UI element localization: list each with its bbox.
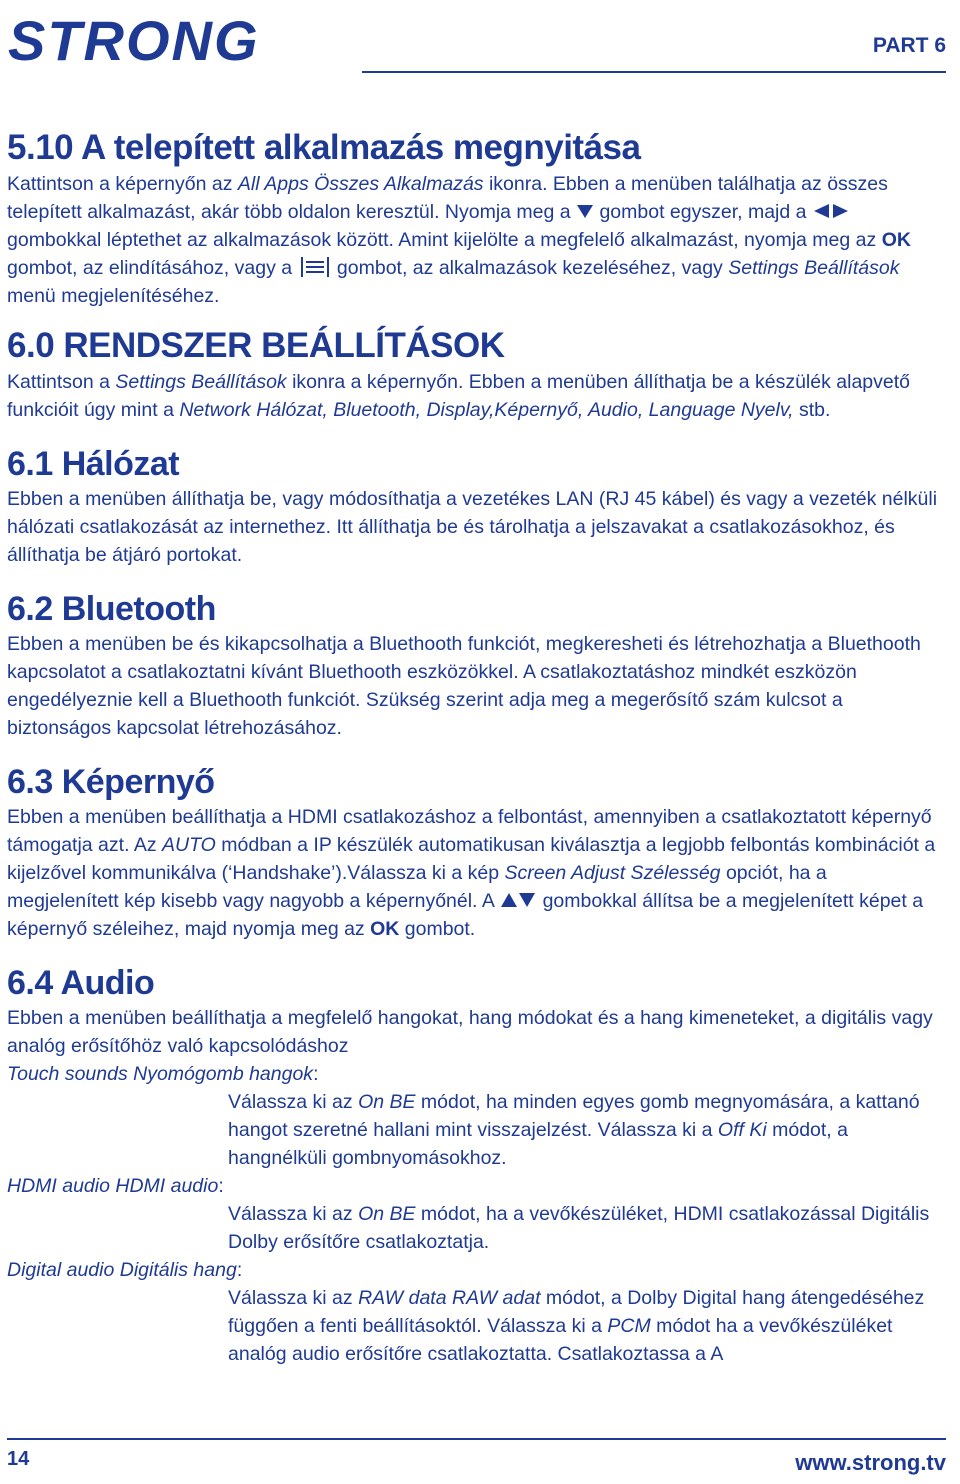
header-rule — [362, 71, 946, 73]
section-6-3-text: Ebben a menüben beállíthatja a HDMI csatlakozáshoz a felbontást, amennyiben a csatlakoztatott képernyő támogatja azt. Az AUTO módban a IP készülék automatikusan kiválasztja a legjobb felbontás kombinációt a kijelzővel kommunikálva (‘Handshake’).Válassza ki a kép Screen Adjust Szélesség opciót, ha a megjelenített kép kisebb vagy nagyobb a képernyőnél. A gombokkal állítsa be a megjelenített képet a képernyő széleihez, majd nyomja meg az OK gombot. — [7, 806, 936, 940]
page-number: 14 — [7, 1448, 30, 1470]
hdmi-audio-label: HDMI audio HDMI audio: — [7, 1175, 224, 1197]
section-6-1-text: Ebben a menüben állíthatja be, vagy módosíthatja a vezetékes LAN (RJ 45 kábel) és vagy a vezeték nélküli hálózati csatlakozását az internethez. Itt állíthatja be és tárolhatja a jelszavakat a csatlakozásokhoz, és állíthatja be átjáró portokat. — [7, 488, 938, 566]
hdmi-audio-desc: Válassza ki az On BE módot, ha a vevőkészüléket, HDMI csatlakozással Digitális Dolby erősítőre csatlakoztatja. — [228, 1203, 930, 1253]
section-6-1-title: 6.1 Hálózat — [7, 445, 180, 483]
touch-sounds-desc: Válassza ki az On BE módot, ha minden egyes gomb megnyomására, a kattanó hangot szeretné hallani mint visszajelzést. Válassza ki a Off Ki módot, a hangnélküli gombnyomásokhoz. — [228, 1091, 920, 1169]
logo-text: STRONG — [8, 9, 260, 68]
strong-logo — [6, 8, 310, 68]
part-label: PART 6 — [872, 34, 946, 57]
section-6-0-text: Kattintson a Settings Beállítások ikonra a képernyőn. Ebben a menüben állíthatja be a készülék alapvető funkcióit úgy mint a Network Hálózat, Bluetooth, Display,Képernyő, Audio, Language Nyelv, stb. — [7, 371, 911, 421]
triangle-down-icon — [576, 204, 594, 219]
section-5-10-title: 5.10 A telepített alkalmazás megnyitása — [7, 128, 641, 167]
footer-rule — [7, 1438, 946, 1440]
section-6-4-title: 6.4 Audio — [7, 964, 155, 1002]
section-5-10-text: Kattintson a képernyőn az All Apps Összes Alkalmazás ikonra. Ebben a menüben találhatja az összes telepített alkalmazást, akár több oldalon keresztül. Nyomja meg a gombot egyszer, majd a gombokkal léptethet az alkalmazások között. Amint kijelölte a megfelelő alkalmazást, nyomja meg az OK gombot, az elindításához, vagy a gombot, az alkalmazások kezeléséhez, vagy Settings Beállítások menü megjelenítéséhez. — [7, 173, 911, 307]
menu-icon — [300, 256, 330, 278]
touch-sounds-label: Touch sounds Nyomógomb hangok: — [7, 1063, 319, 1085]
digital-audio-desc: Válassza ki az RAW data RAW adat módot, a Dolby Digital hang átengedéséhez függően a fenti beállításoktól. Válassza ki a PCM módot ha a vevőkészüléket analóg audio erősítőre csatlakoztatta. Csatlakoztassa a A — [228, 1287, 925, 1365]
section-6-3-title: 6.3 Képernyő — [7, 763, 215, 801]
triangle-left-right-icon — [812, 203, 850, 219]
section-6-0-title: 6.0 RENDSZER BEÁLLÍTÁSOK — [7, 326, 505, 365]
page-content — [7, 126, 942, 1368]
digital-audio-label: Digital audio Digitális hang: — [7, 1259, 243, 1281]
triangle-up-down-icon — [499, 892, 537, 908]
section-6-2-title: 6.2 Bluetooth — [7, 590, 216, 628]
section-6-4-intro: Ebben a menüben beállíthatja a megfelelő hangokat, hang módokat és a hang kimeneteket, a digitális vagy analóg erősítőhöz való kapcsolódáshoz — [7, 1007, 933, 1057]
section-6-2-text: Ebben a menüben be és kikapcsolhatja a Bluethooth funkciót, megkeresheti és létrehozhatja a Bluethooth kapcsolatot a csatlakoztatni kívánt Bluethooth eszközökkel. A csatlakoztatáshoz mindkét eszközön engedélyeznie kell a Bluethooth funkciót. Szükség szerint adja meg a megerősítő szám kulcsot a biztonságos kapcsolat létrehozásához. — [7, 633, 921, 739]
website-url: www.strong.tv — [795, 1450, 946, 1475]
